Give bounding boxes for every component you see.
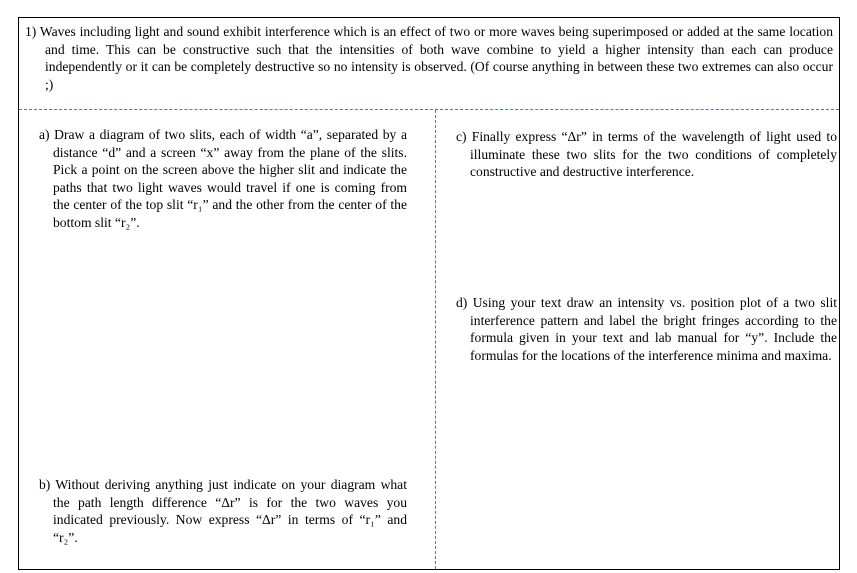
- part-d-text: d) Using your text draw an intensity vs. position plot of a two slit interference pattern and label the bright fringes according to the formula given in your text and lab manual for “y”. Include the formulas for the locations of the interference minima and maxima.: [456, 295, 837, 363]
- vertical-divider: [435, 110, 436, 569]
- question-intro: 1) Waves including light and sound exhibit interference which is an effect of two or more waves being superimposed or added at the same location and time. This can be constructive such that the intensities of both wave combine to yield a higher intensity than each can produce independently or it can be completely destructive so no intensity is observed. (Of course anything in between these two extremes can also occur ;): [25, 24, 833, 92]
- part-a-text: a) Draw a diagram of two slits, each of width “a”, separated by a distance “d” and a screen “x” away from the plane of the slits. Pick a point on the screen above the higher slit and indicate the paths that two light waves would travel if one is coming from the center of the top slit “r₁” and the other from the center of the bottom slit “r₂”.: [39, 127, 407, 230]
- horizontal-divider: [19, 109, 839, 110]
- worksheet-box: [18, 17, 840, 570]
- part-c-text: c) Finally express “Δr” in terms of the wavelength of light used to illuminate these two slits for the two conditions of completely constructive and destructive interference.: [456, 129, 837, 179]
- part-b-text: b) Without deriving anything just indicate on your diagram what the path length difference “Δr” is for the two waves you indicated previously. Now express “Δr” in terms of “r₁” and “r₂”.: [39, 477, 407, 545]
